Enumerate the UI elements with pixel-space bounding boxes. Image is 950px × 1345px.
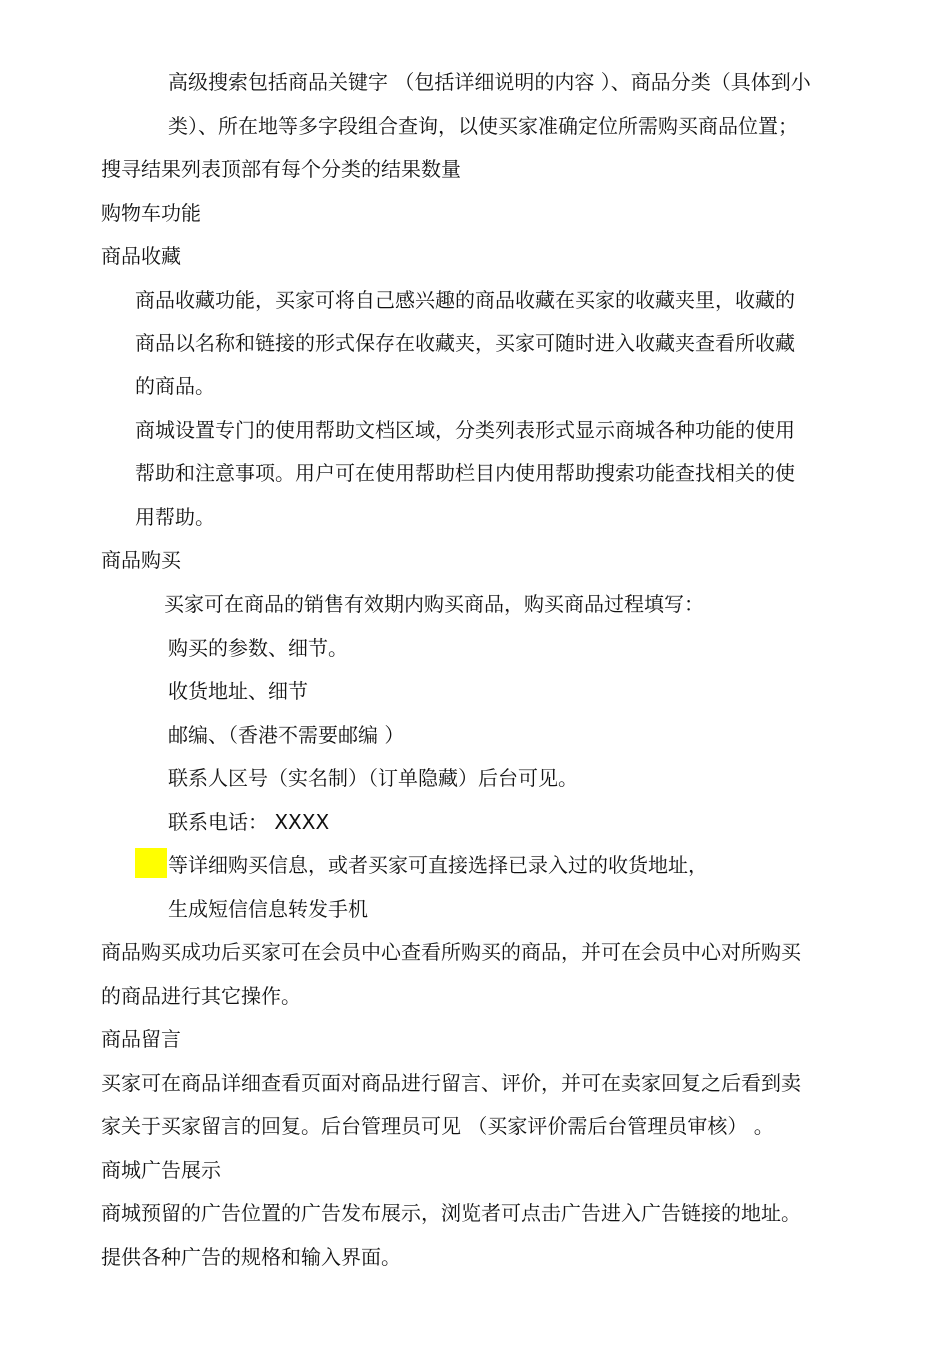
ads-heading: 商城广告展示	[101, 1158, 221, 1182]
message-paragraph-line-2: 家关于买家留言的回复。后台管理员可见 （买家评价需后台管理员审核） 。	[101, 1114, 774, 1138]
message-heading: 商品留言	[101, 1027, 181, 1051]
ads-paragraph-line-2: 提供各种广告的规格和输入界面。	[101, 1245, 401, 1269]
search-paragraph-line-1: 高级搜索包括商品关键字 （包括详细说明的内容 ）、商品分类（具体到小	[168, 70, 811, 94]
help-paragraph-line-1: 商城设置专门的使用帮助文档区域，分类列表形式显示商城各种功能的使用	[135, 418, 795, 442]
purchase-detail-line: 等详细购买信息，或者买家可直接选择已录入过的收货地址，	[168, 853, 708, 877]
ads-paragraph-line-1: 商城预留的广告位置的广告发布展示，浏览者可点击广告进入广告链接的地址。	[101, 1201, 801, 1225]
purchase-after-line-2: 的商品进行其它操作。	[101, 984, 301, 1008]
purchase-item-phone: 联系电话： XXXX	[168, 810, 330, 834]
favorites-paragraph-line-1: 商品收藏功能，买家可将自己感兴趣的商品收藏在买家的收藏夹里，收藏的	[135, 288, 795, 312]
purchase-heading: 商品购买	[101, 548, 181, 572]
help-paragraph-line-2: 帮助和注意事项。用户可在使用帮助栏目内使用帮助搜索功能查找相关的使	[135, 461, 795, 485]
search-results-note: 搜寻结果列表顶部有每个分类的结果数量	[101, 157, 461, 181]
purchase-intro: 买家可在商品的销售有效期内购买商品，购买商品过程填写：	[164, 592, 704, 616]
purchase-item-address: 收货地址、细节	[168, 679, 308, 703]
favorites-paragraph-line-3: 的商品。	[135, 374, 215, 398]
message-paragraph-line-1: 买家可在商品详细查看页面对商品进行留言、评价，并可在卖家回复之后看到卖	[101, 1071, 801, 1095]
search-paragraph-line-2: 类）、所在地等多字段组合查询，以使买家准确定位所需购买商品位置；	[168, 114, 798, 138]
purchase-item-contact: 联系人区号（实名制）（订单隐藏）后台可见。	[168, 766, 578, 790]
purchase-after-line-1: 商品购买成功后买家可在会员中心查看所购买的商品，并可在会员中心对所购买	[101, 940, 801, 964]
yellow-highlight-mark	[135, 848, 167, 878]
cart-heading: 购物车功能	[101, 201, 201, 225]
favorites-heading: 商品收藏	[101, 244, 181, 268]
help-paragraph-line-3: 用帮助。	[135, 505, 215, 529]
purchase-item-params: 购买的参数、细节。	[168, 636, 348, 660]
purchase-item-postcode: 邮编、（香港不需要邮编 ）	[168, 723, 405, 747]
favorites-paragraph-line-2: 商品以名称和链接的形式保存在收藏夹，买家可随时进入收藏夹查看所收藏	[135, 331, 795, 355]
purchase-sms-line: 生成短信信息转发手机	[168, 897, 368, 921]
